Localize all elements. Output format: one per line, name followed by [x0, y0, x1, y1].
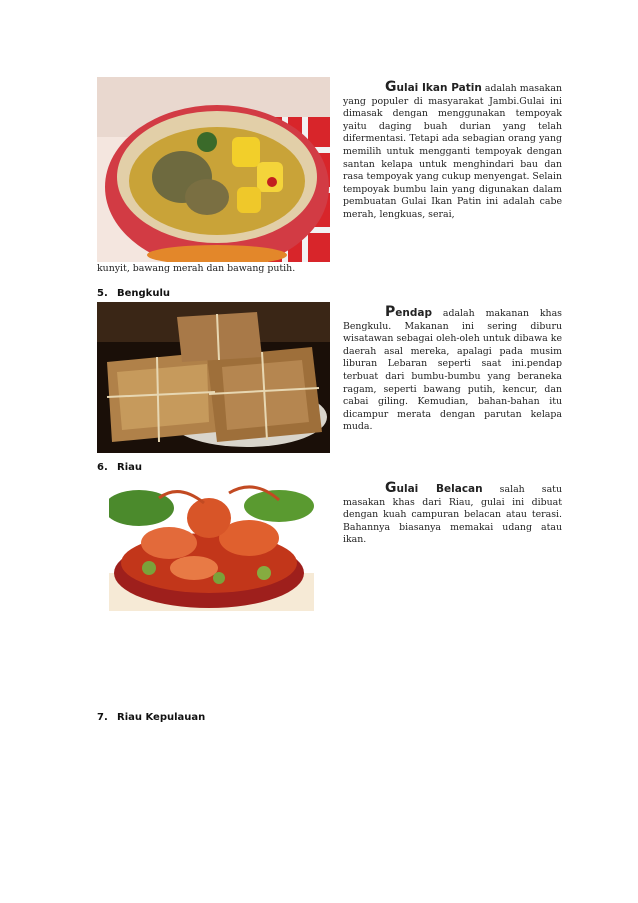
- section-heading-riau-kepulauan: 7. Riau Kepulauan: [97, 712, 206, 723]
- gulai-belacan-paragraph: Gulai Belacan salah satu masakan khas dari Riau, gulai ini dibuat dengan kuah campuran belacan atau terasi. Bahannya biasanya memakai udang atau ikan.: [343, 480, 562, 546]
- section-heading-riau: 6. Riau: [97, 462, 142, 473]
- gulai-ikan-patin-paragraph: Gulai Ikan Patin adalah masakan yang populer di masyarakat Jambi.Gulai ini dimasak dengan menggunakan tempoyak yaitu daging buah durian yang telah difermentasi. Tetapi ada sebagian orang yang memilih untuk mengganti tempoyak dengan santan kelapa untuk menghindari bau dan rasa tempoyak yang cukup menyengat. Selain tempoyak bumbu lain yang digunakan dalam pembuatan Gulai Ikan Patin ini adalah cabe merah, lengkuas, serai,: [343, 79, 563, 220]
- pendap-paragraph: Pendap adalah makanan khas Bengkulu. Makanan ini sering diburu wisatawan sebagai oleh-oleh untuk dibawa ke daerah asal mereka, apalagi pada musim liburan Lebaran seperti saat ini.pendap terbuat dari bumbu-bumbu yang beraneka ragam, seperti bawang putih, kencur, dan cabai giling. Kemudian, bahan-bahan itu dicampur merata dengan parutan kelapa muda.: [343, 304, 562, 433]
- gulai-belacan-photo: [109, 478, 314, 611]
- pendap-photo: [97, 302, 330, 453]
- gulai-ikan-patin-continuation: kunyit, bawang merah dan bawang putih.: [97, 263, 296, 274]
- dish-name: Gulai Ikan Patin: [385, 79, 482, 95]
- gulai-ikan-patin-photo: [97, 77, 330, 262]
- dish-name: Gulai Belacan: [385, 480, 483, 496]
- section-heading-bengkulu: 5. Bengkulu: [97, 288, 170, 299]
- dish-name: Pendap: [385, 304, 432, 320]
